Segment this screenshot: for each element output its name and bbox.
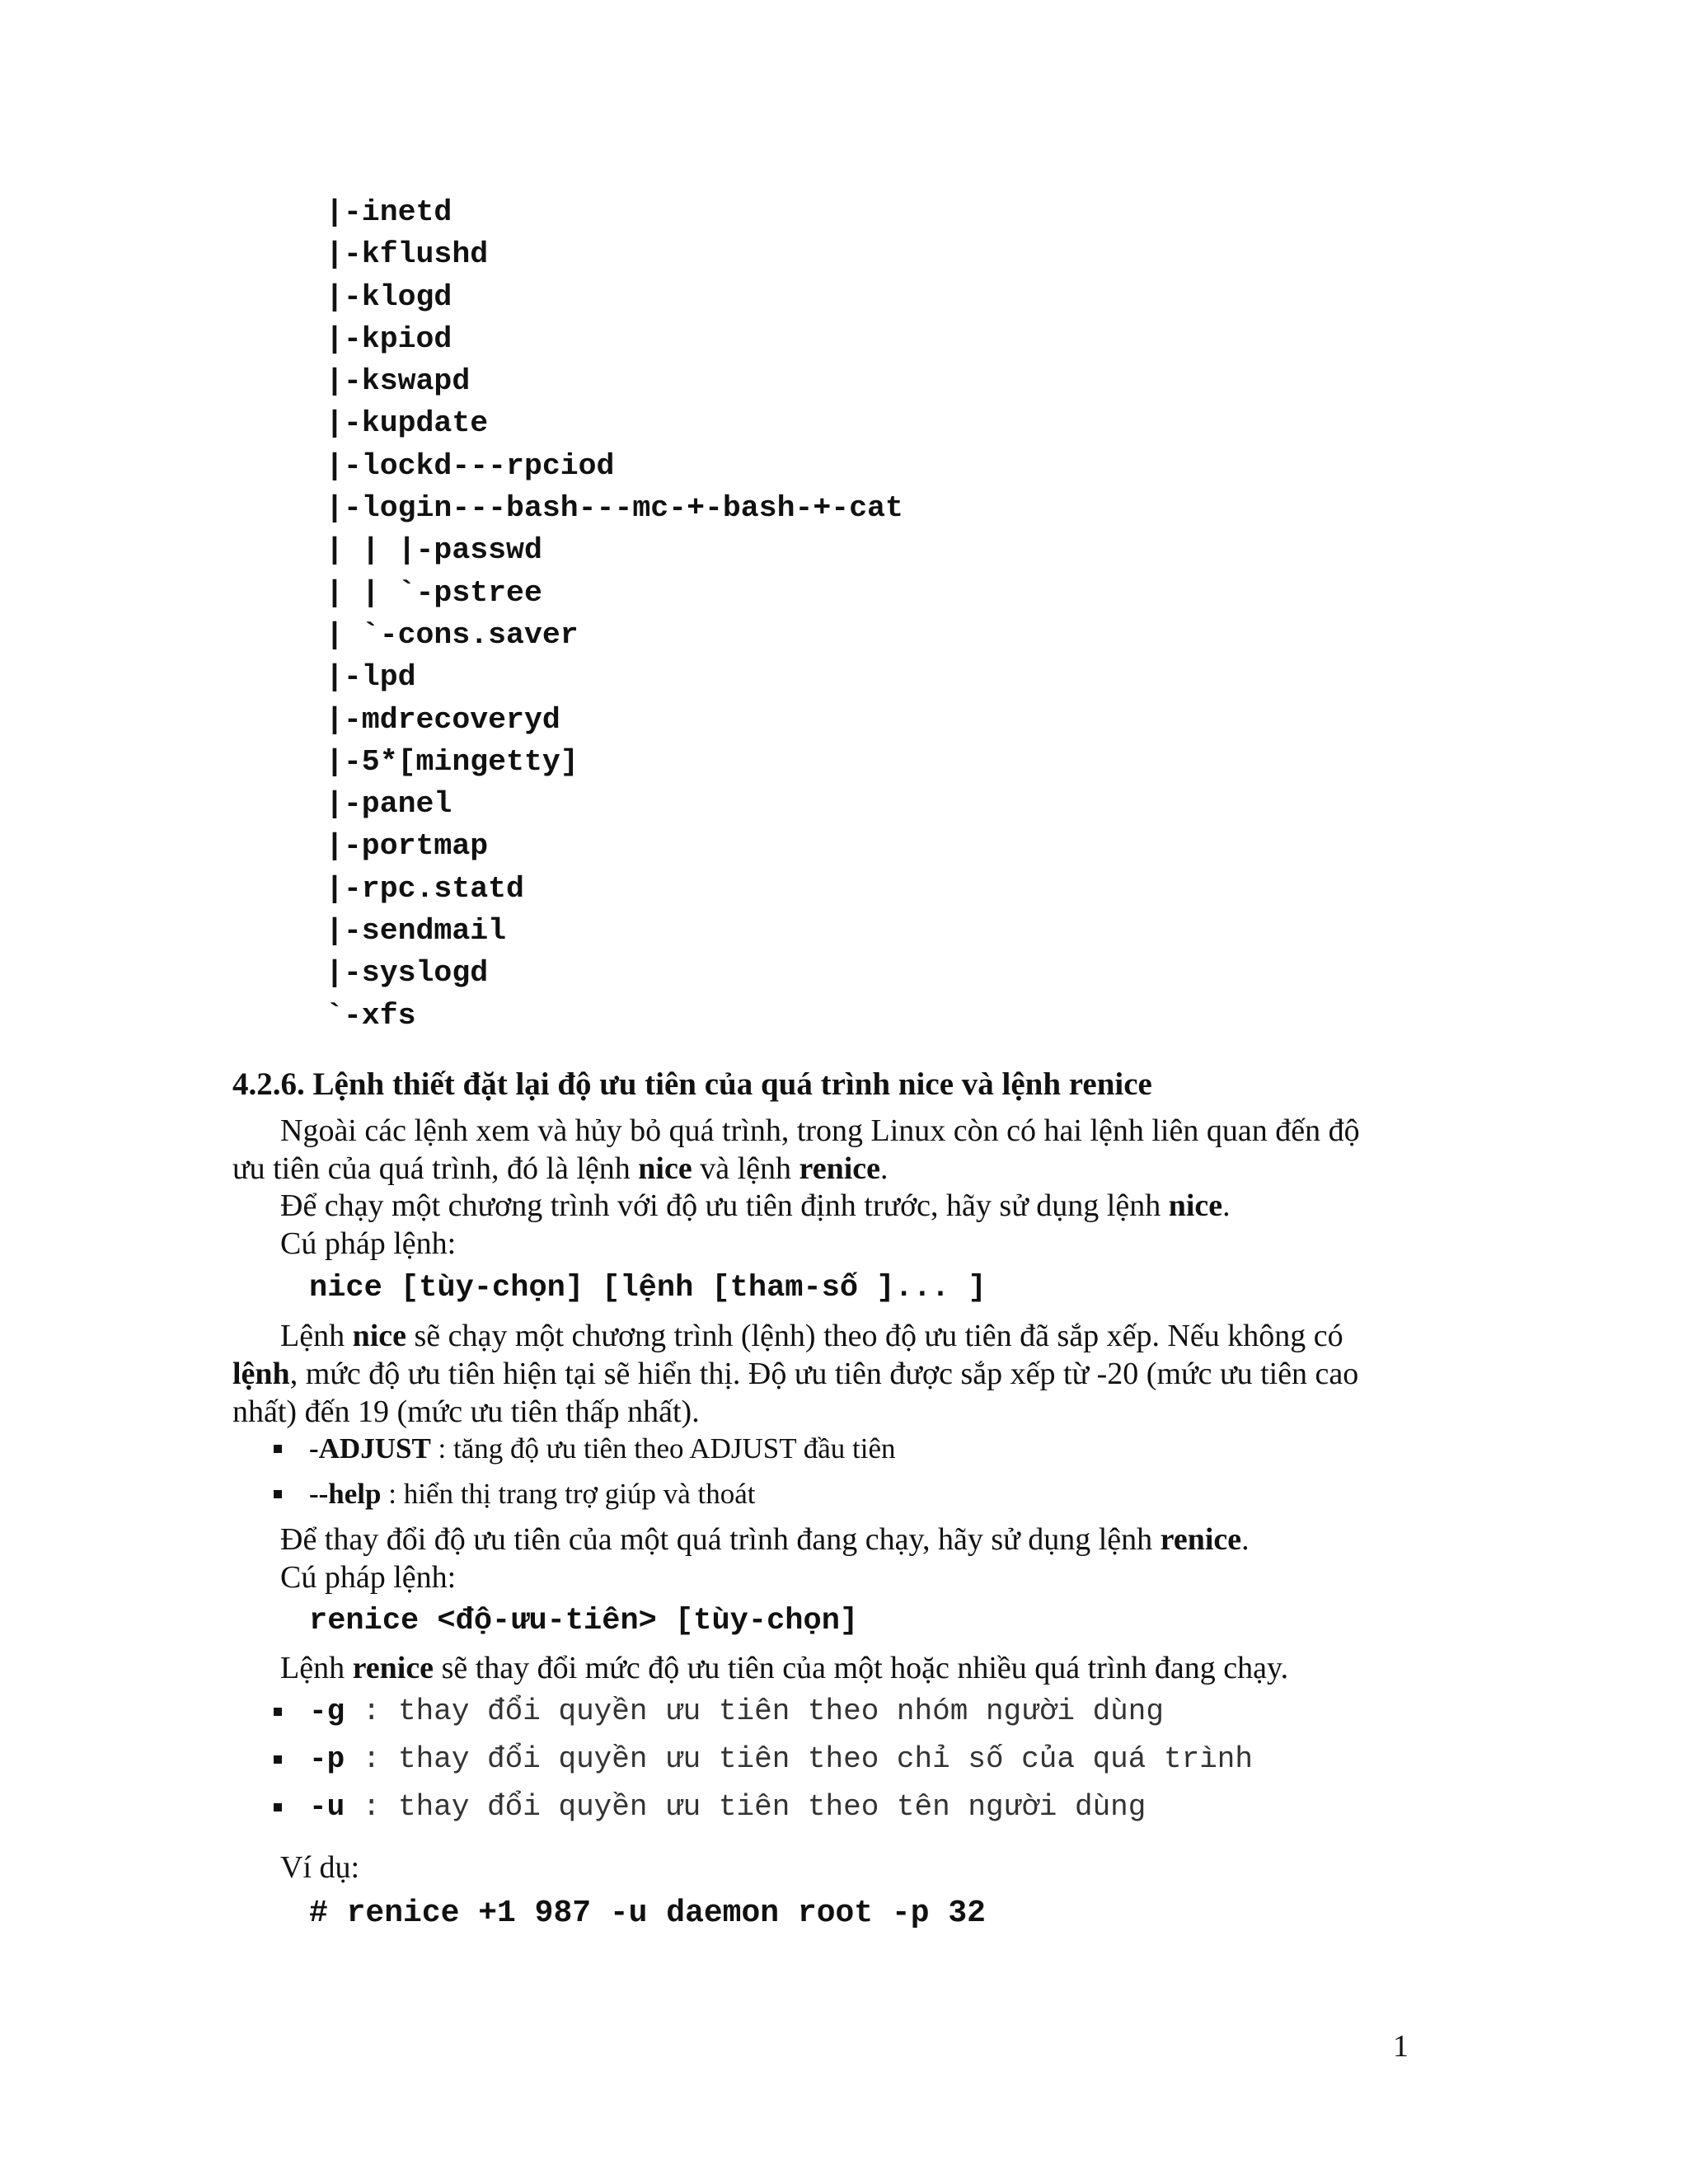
tree-line: | | `-pstree xyxy=(326,575,542,610)
tree-line: `-xfs xyxy=(326,998,416,1033)
syntax-label: Cú pháp lệnh: xyxy=(280,1560,457,1595)
bullet-square-icon xyxy=(274,1803,282,1811)
nice-desc-line-1: Lệnh nice sẽ chạy một chương trình (lệnh) theo độ ưu tiên đã sắp xếp. Nếu không có xyxy=(280,1319,1343,1353)
tree-line: |-portmap xyxy=(326,829,489,864)
tree-line: |-mdrecoveryd xyxy=(326,702,560,737)
nice-desc-line-3: nhất) đến 19 (mức ưu tiên thấp nhất). xyxy=(232,1394,700,1429)
tree-line: | | |-passwd xyxy=(326,533,542,568)
syntax-label: Cú pháp lệnh: xyxy=(280,1226,457,1261)
intro-line-1: Ngoài các lệnh xem và hủy bỏ quá trình, trong Linux còn có hai lệnh liên quan đến độ xyxy=(280,1113,1360,1148)
tree-line: |-sendmail xyxy=(326,914,507,949)
tree-line: |-inetd xyxy=(326,195,452,229)
section-heading: 4.2.6. Lệnh thiết đặt lại độ ưu tiên của quá trình nice và lệnh renice xyxy=(232,1066,1152,1102)
tree-line: |-klogd xyxy=(326,279,452,314)
process-tree xyxy=(326,191,903,1037)
renice-usage-text: Để thay đổi độ ưu tiên của một quá trình đang chạy, hãy sử dụng lệnh renice. xyxy=(280,1522,1250,1557)
tree-line: |-panel xyxy=(326,787,452,822)
tree-line: |-login---bash---mc-+-bash-+-cat xyxy=(326,491,903,526)
page-number: 1 xyxy=(1393,2029,1409,2064)
nice-option: -ADJUST : tăng độ ưu tiên theo ADJUST đầu tiên xyxy=(309,1432,896,1465)
nice-desc-line-2: lệnh, mức độ ưu tiên hiện tại sẽ hiển thị. Độ ưu tiên được sắp xếp từ -20 (mức ưu tiên cao xyxy=(232,1357,1359,1391)
tree-line: |-syslogd xyxy=(326,956,489,991)
renice-option: -g : thay đổi quyền ưu tiên theo nhóm người dùng xyxy=(309,1694,1164,1728)
example-command: # renice +1 987 -u daemon root -p 32 xyxy=(309,1896,986,1931)
renice-option: -u : thay đổi quyền ưu tiên theo tên người dùng xyxy=(309,1790,1146,1824)
bullet-square-icon xyxy=(274,1490,282,1498)
tree-line: |-kpiod xyxy=(326,321,452,356)
tree-line: |-kswapd xyxy=(326,364,471,399)
renice-desc: Lệnh renice sẽ thay đổi mức độ ưu tiên của một hoặc nhiều quá trình đang chạy. xyxy=(280,1651,1289,1685)
renice-syntax: renice <độ-ưu-tiên> [tùy-chọn] xyxy=(309,1604,859,1638)
intro-line-2: ưu tiên của quá trình, đó là lệnh nice và lệnh renice. xyxy=(232,1151,889,1186)
tree-line: |-kflushd xyxy=(326,237,489,272)
tree-line: |-rpc.statd xyxy=(326,871,524,906)
nice-syntax: nice [tùy-chọn] [lệnh [tham-số ]... ] xyxy=(309,1271,987,1305)
nice-usage-text: Để chạy một chương trình với độ ưu tiên định trước, hãy sử dụng lệnh nice. xyxy=(280,1188,1231,1223)
bullet-square-icon xyxy=(274,1445,282,1453)
bullet-square-icon xyxy=(274,1755,282,1764)
tree-line: |-5*[mingetty] xyxy=(326,744,579,779)
tree-line: |-lockd---rpciod xyxy=(326,448,615,483)
example-label: Ví dụ: xyxy=(280,1850,360,1885)
tree-line: |-lpd xyxy=(326,660,416,695)
nice-option: --help : hiển thị trang trợ giúp và thoát xyxy=(309,1478,756,1510)
renice-option: -p : thay đổi quyền ưu tiên theo chỉ số của quá trình xyxy=(309,1742,1253,1776)
tree-line: |-kupdate xyxy=(326,406,489,441)
tree-line: | `-cons.saver xyxy=(326,617,579,652)
bullet-square-icon xyxy=(274,1708,282,1716)
